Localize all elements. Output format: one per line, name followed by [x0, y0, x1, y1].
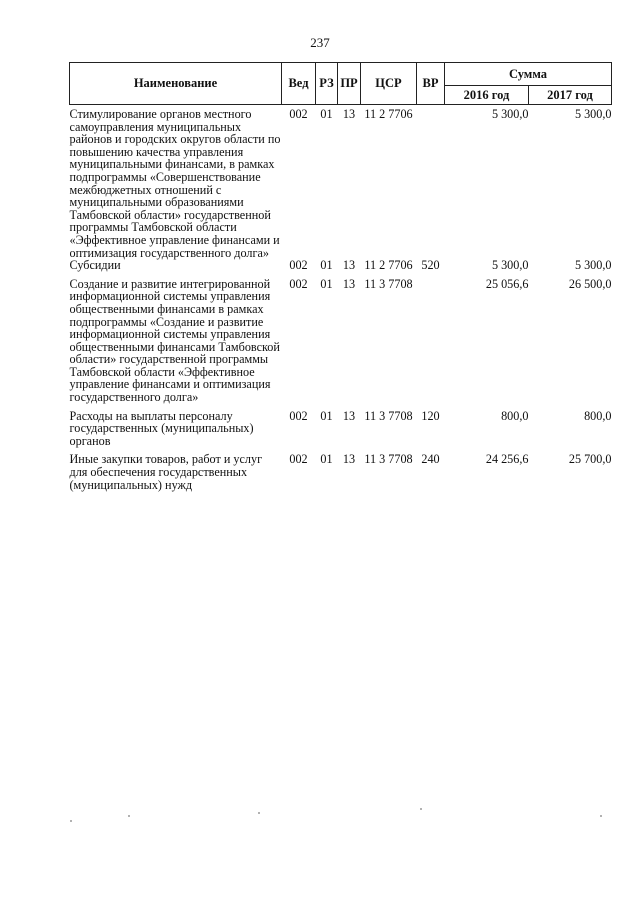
scan-speck [258, 812, 260, 814]
row-vr [417, 278, 445, 410]
table-row [70, 259, 612, 278]
row-rz: 01 [320, 276, 333, 291]
row-pr: 13 [342, 452, 356, 467]
row-ved: 002 [289, 276, 308, 291]
row-vr: 120 [421, 408, 440, 423]
row-sum-2017: 26 500,0 [568, 276, 612, 291]
scan-speck [70, 820, 72, 822]
row-name: Субсидии [69, 258, 121, 273]
row-pr: 13 [342, 408, 356, 423]
row-name: Создание и развитие интегрированной информационной системы управления общественными финансами в рамках подпрограммы «Создание и развитие информационной системы управления общественными финансами Тамбовской области» государственной программы Тамбовской области «Эффективное управление финансами и оптимизация государственного долга» [69, 276, 280, 405]
row-sum-2016: 25 056,6 [485, 276, 529, 291]
row-pr: 13 [342, 107, 356, 121]
header-ved: Вед [282, 63, 316, 105]
row-vr: 520 [421, 258, 440, 273]
row-csr: 11 3 7708 [364, 408, 413, 423]
row-sum-2017: 5 300,0 [574, 258, 612, 273]
header-rz: РЗ [316, 63, 338, 105]
table-row [70, 105, 612, 260]
header-year-2016: 2016 год [445, 86, 529, 105]
table-header [70, 63, 612, 105]
row-sum-2016: 800,0 [501, 408, 529, 423]
header-csr: ЦСР [361, 63, 417, 105]
row-name: Иные закупки товаров, работ и услуг для обеспечения государственных (муниципальных) нужд [69, 452, 263, 492]
row-rz: 01 [320, 107, 333, 121]
row-sum-2017: 800,0 [584, 408, 612, 423]
table-row [70, 410, 612, 454]
row-rz: 01 [320, 408, 333, 423]
row-sum-2017: 25 700,0 [568, 452, 612, 467]
row-ved: 002 [289, 452, 308, 467]
page-number: 237 [310, 35, 330, 50]
header-year-2017: 2017 год [529, 86, 612, 105]
table-row [70, 453, 612, 491]
row-csr: 11 3 7708 [364, 452, 413, 467]
row-sum-2017: 5 300,0 [574, 107, 612, 121]
row-sum-2016: 5 300,0 [491, 258, 529, 273]
row-pr: 13 [342, 276, 356, 291]
row-name: Стимулирование органов местного самоуправления муниципальных районов и городских округов области по повышению качества управления муниципальными финансами, в рамках подпрограммы «Совершенствование межбюджетных отношений с муниципальными образованиями Тамбовской области» государственной программы Тамбовской области «Эффективное управление финансами и оптимизация государственного долга» [69, 107, 281, 260]
row-ved: 002 [289, 258, 308, 273]
header-sum: Сумма [445, 63, 612, 86]
table-body [70, 105, 612, 492]
row-name: Расходы на выплаты персоналу государственных (муниципальных) органов [69, 408, 254, 448]
scan-speck [128, 815, 130, 817]
row-pr: 13 [342, 258, 356, 273]
row-vr: 240 [421, 452, 440, 467]
scan-speck [600, 815, 602, 817]
row-ved: 002 [289, 408, 308, 423]
header-vr: ВР [417, 63, 445, 105]
row-csr: 11 3 7708 [364, 276, 413, 291]
header-name: Наименование [70, 63, 282, 105]
row-vr [417, 105, 445, 260]
row-csr: 11 2 7706 [364, 258, 413, 273]
budget-table [69, 62, 612, 491]
row-ved: 002 [289, 107, 308, 121]
row-sum-2016: 24 256,6 [485, 452, 529, 467]
table-row [70, 278, 612, 410]
row-rz: 01 [320, 258, 333, 273]
row-sum-2016: 5 300,0 [491, 107, 529, 121]
row-csr: 11 2 7706 [364, 107, 413, 121]
header-pr: ПР [338, 63, 361, 105]
row-rz: 01 [320, 452, 333, 467]
scan-speck [420, 808, 422, 810]
